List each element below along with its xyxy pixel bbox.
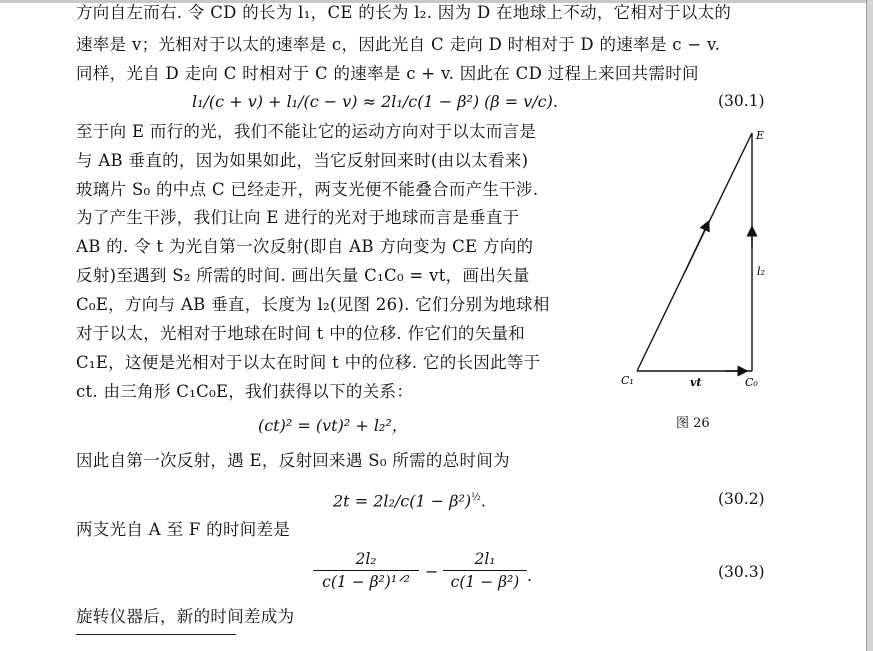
figure-26-diagram	[615, 122, 785, 394]
equation-number-30-2: (30.2)	[718, 490, 765, 508]
text-line-1: 方向自左而右. 令 CD 的长为 l₁，CE 的长为 l₂. 因为 D 在地球上不动，它相对于以太的	[76, 3, 732, 22]
equation-number-30-3: (30.3)	[718, 563, 765, 581]
footnote-rule	[76, 634, 236, 635]
fraction-bar	[443, 570, 527, 571]
equation-30-3-tail: .	[527, 566, 533, 585]
label-c0: C₀	[745, 376, 758, 389]
equation-30-2-exponent: ½	[471, 492, 481, 503]
figure-caption: 图 26	[676, 416, 710, 431]
text-line-3: 同样，光自 D 走向 C 时相对于 C 的速率是 c + v. 因此在 CD 过程上来回共需时间	[76, 64, 699, 83]
minus-sign: −	[425, 562, 439, 581]
wrap-line-10: ct. 由三角形 C₁C₀E，我们获得以下的关系：	[76, 382, 414, 401]
label-e: E	[756, 129, 765, 142]
text-line-total-time: 因此自第一次反射，遇 E，反射回来遇 S₀ 所需的总时间为	[76, 451, 510, 470]
fraction-2l2-denominator: c(1 − β²)¹ᐟ²	[322, 573, 410, 591]
fraction-2l1-numerator: 2l₁	[474, 550, 496, 568]
arrow-c1-e	[685, 225, 707, 272]
fraction-bar	[313, 570, 419, 571]
scrollbar[interactable]	[866, 0, 873, 651]
wrap-line-8: 对于以太，光相对于地球在时间 t 中的位移. 作它们的矢量和	[76, 324, 526, 343]
equation-30-2-body: 2t = 2l₂/c(1 − β²)	[333, 491, 472, 511]
equation-30-2-tail: .	[480, 491, 486, 511]
label-l2: l₂	[757, 265, 765, 278]
label-vt: vt	[690, 376, 702, 389]
wrap-line-6: 反射)至遇到 S₂ 所需的时间. 画出矢量 C₁C₀ = vt，画出矢量	[76, 266, 530, 285]
wrap-line-1: 至于向 E 而行的光，我们不能让它的运动方向对于以太而言是	[76, 122, 537, 141]
wrap-line-5: AB 的. 令 t 为光自第一次反射(即自 AB 方向变为 CE 方向的	[76, 237, 534, 256]
wrap-line-2: 与 AB 垂直的，因为如果如此，当它反射回来时(由以太看来)	[76, 151, 529, 170]
text-line-2: 速率是 v；光相对于以太的速率是 c，因此光自 C 走向 D 时相对于 D 的速率是 c − v.	[76, 35, 721, 54]
wrap-line-4: 为了产生干涉，我们让向 E 进行的光对于地球而言是垂直于	[76, 208, 520, 227]
label-c1: C₁	[621, 374, 634, 387]
fraction-2l2-numerator: 2l₂	[355, 550, 377, 568]
text-line-after-rotation: 旋转仪器后，新的时间差成为	[76, 607, 295, 626]
wrap-line-7: C₀E，方向与 AB 垂直，长度为 l₂(见图 26). 它们分别为地球相	[76, 295, 550, 314]
fraction-2l1-denominator: c(1 − β²)	[450, 573, 520, 591]
wrap-line-9: C₁E，这便是光相对于以太在时间 t 中的位移. 它的长因此等于	[76, 353, 541, 372]
fraction-2l2	[313, 550, 419, 591]
text-line-time-difference: 两支光自 A 至 F 的时间差是	[76, 520, 291, 539]
equation-30-1: l₁/(c + v) + l₁/(c − v) ≈ 2l₁/c(1 − β²) (β = v/c).	[192, 92, 558, 111]
wrap-line-3: 玻璃片 S₀ 的中点 C 已经走开，两支光便不能叠合而产生干涉.	[76, 180, 539, 199]
equation-number-30-1: (30.1)	[718, 92, 765, 110]
fraction-2l1	[443, 550, 527, 591]
equation-30-2	[333, 488, 486, 511]
equation-pythagoras: (ct)² = (vt)² + l₂²，	[258, 416, 408, 435]
